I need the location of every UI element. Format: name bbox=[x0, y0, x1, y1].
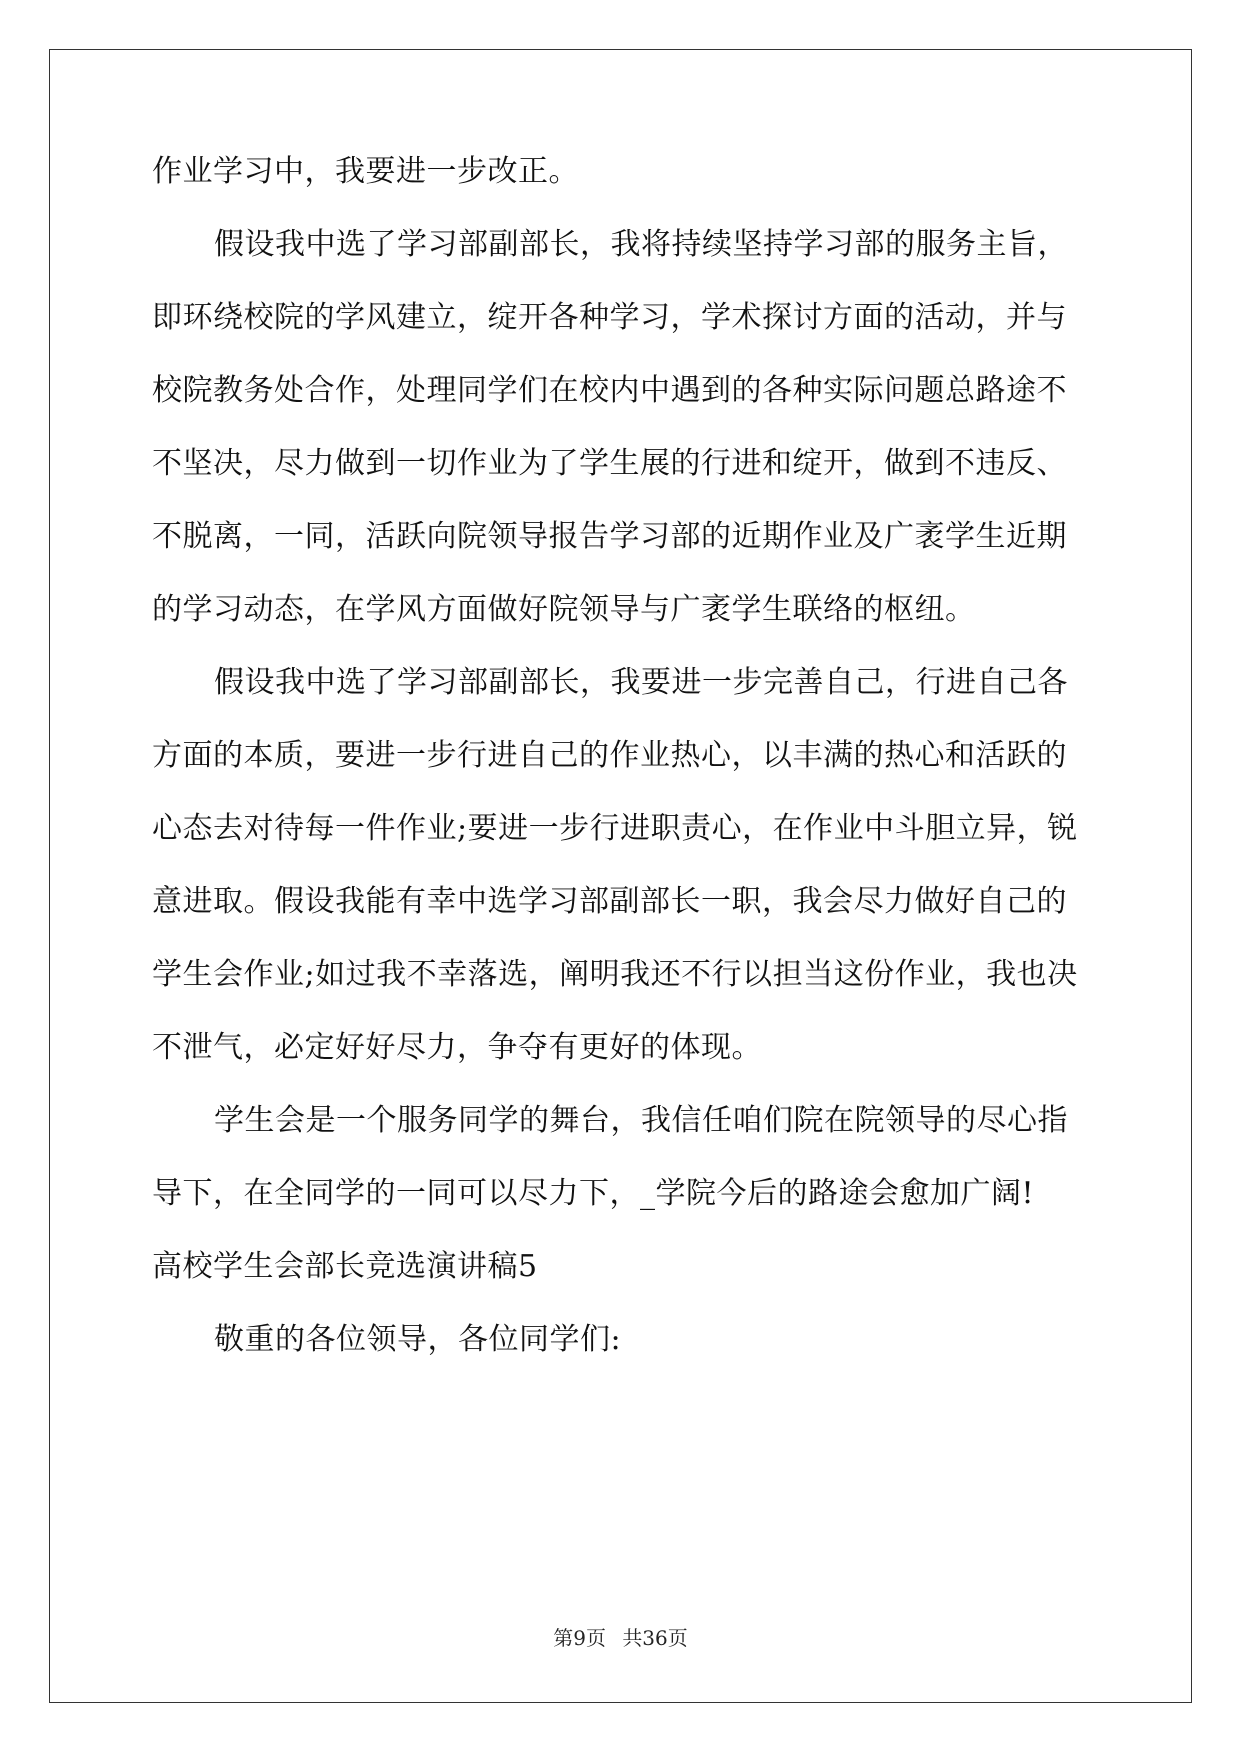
text-line: 心态去对待每一件作业;要进一步行进职责心，在作业中斗胆立异，锐 bbox=[152, 811, 1078, 846]
text-line: 意进取。假设我能有幸中选学习部副部长一职，我会尽力做好自己的 bbox=[152, 884, 1067, 919]
paragraph-start-line: 假设我中选了学习部副部长，我将持续坚持学习部的服务主旨， bbox=[214, 227, 1068, 262]
text-line: 不泄气，必定好好尽力，争夺有更好的体现。 bbox=[152, 1030, 762, 1065]
text-line: 方面的本质，要进一步行进自己的作业热心，以丰满的热心和活跃的 bbox=[152, 738, 1067, 773]
page-total: 共36页 bbox=[622, 1626, 688, 1650]
page-footer bbox=[0, 1625, 1241, 1651]
text-line: 校院教务处合作，处理同学们在校内中遇到的各种实际问题总路途不 bbox=[152, 373, 1067, 408]
text-line: 不坚决，尽力做到一切作业为了学生展的行进和绽开，做到不违反、 bbox=[152, 446, 1067, 481]
text-line: 不脱离，一同，活跃向院领导报告学习部的近期作业及广袤学生近期 bbox=[152, 519, 1067, 554]
text-line: 作业学习中，我要进一步改正。 bbox=[152, 154, 579, 189]
text-line: 导下，在全同学的一同可以尽力下，_学院今后的路途会愈加广阔! bbox=[152, 1176, 1035, 1211]
section-heading: 高校学生会部长竞选演讲稿5 bbox=[152, 1249, 538, 1284]
greeting-line: 敬重的各位领导，各位同学们: bbox=[214, 1322, 622, 1357]
text-line: 即环绕校院的学风建立，绽开各种学习，学术探讨方面的活动，并与 bbox=[152, 300, 1067, 335]
text-line: 学生会作业;如过我不幸落选，阐明我还不行以担当这份作业，我也决 bbox=[152, 957, 1078, 992]
page-number: 第9页 bbox=[553, 1626, 606, 1650]
paragraph-start-line: 假设我中选了学习部副部长，我要进一步完善自己，行进自己各 bbox=[214, 665, 1068, 700]
paragraph-start-line: 学生会是一个服务同学的舞台，我信任咱们院在院领导的尽心指 bbox=[214, 1103, 1068, 1138]
text-line: 的学习动态，在学风方面做好院领导与广袤学生联络的枢纽。 bbox=[152, 592, 976, 627]
